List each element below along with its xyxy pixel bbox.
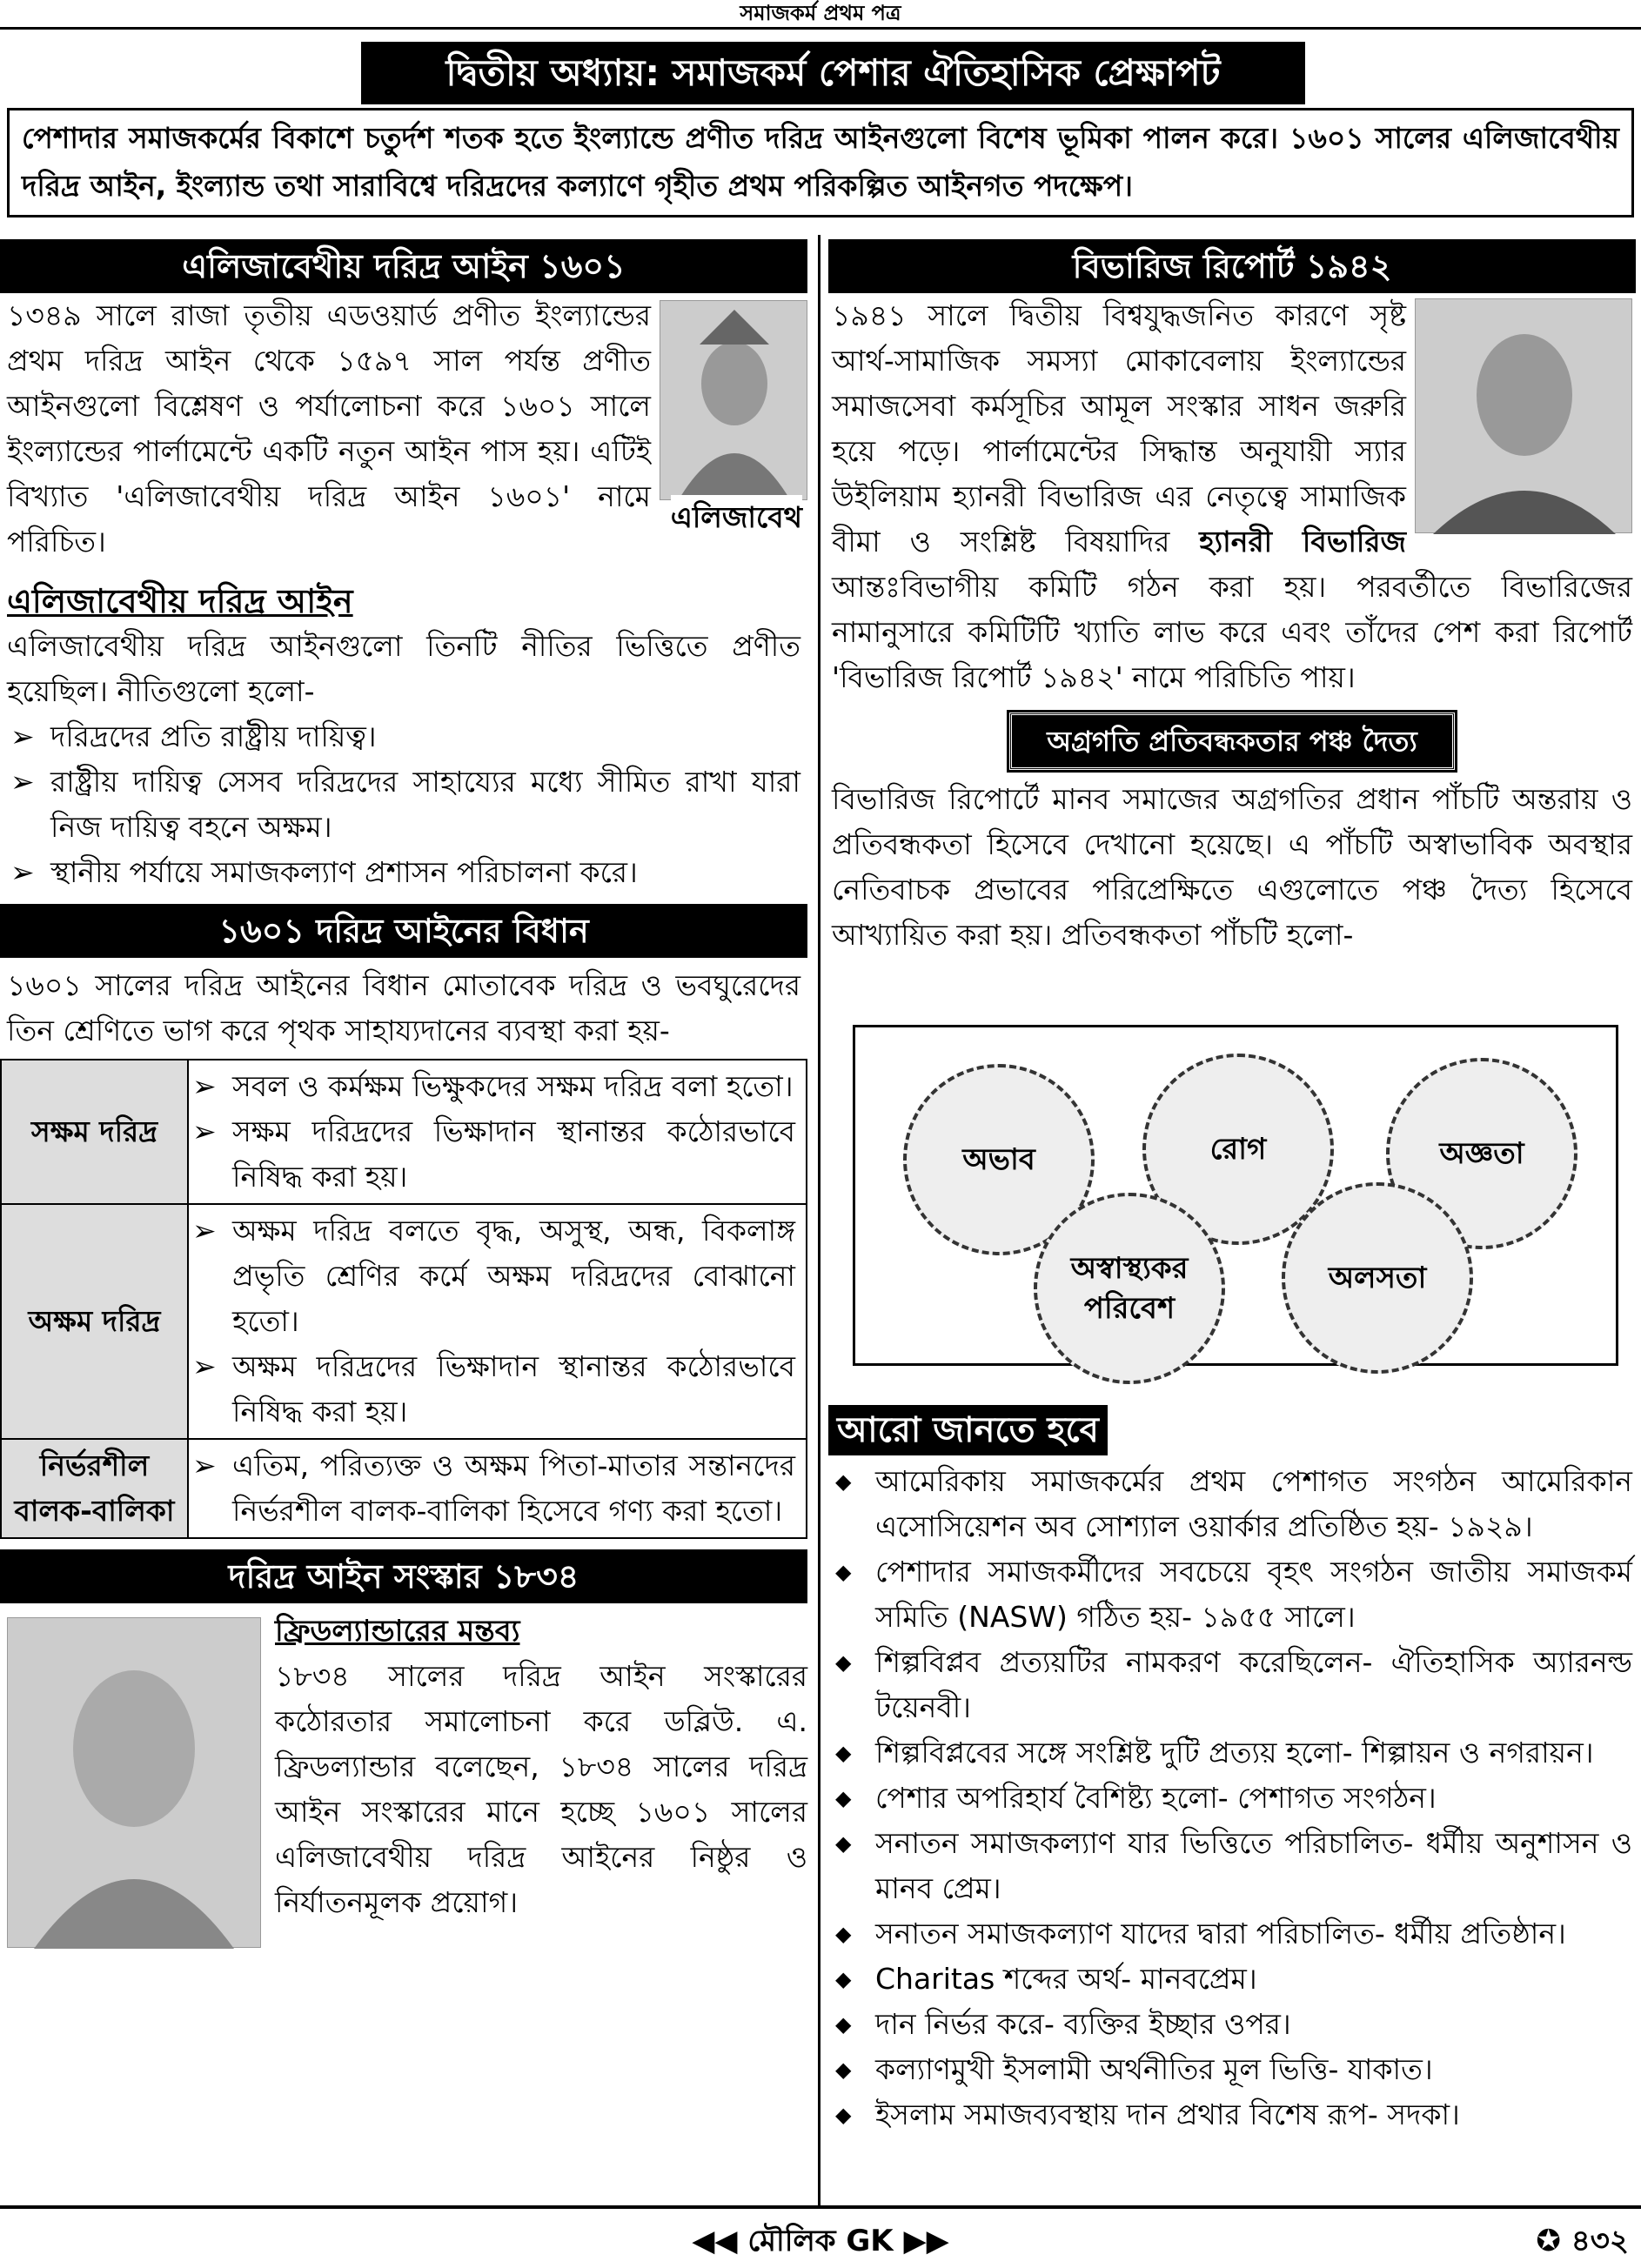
left-column <box>0 239 807 1948</box>
fact-item: ◆ সনাতন সমাজকল্যাণ যাদের দ্বারা পরিচালিত- ধর্মীয় প্রতিষ্ঠান। <box>832 1911 1632 1957</box>
bullet-item: ➢ স্থানীয় পর্যায়ে সমাজকল্যাণ প্রশাসন পরিচালনা করে। <box>7 850 800 895</box>
fact-item: ◆ শিল্পবিপ্লবের সঙ্গে সংশ্লিষ্ট দুটি প্রত্যয় হলো- শিল্পায়ন ও নগরায়ন। <box>832 1730 1632 1776</box>
subheading: ফ্রিডল্যান্ডারের মন্তব্য <box>275 1614 520 1649</box>
poor-categories-table <box>0 1059 807 1539</box>
fact-item: ◆ Charitas শব্দের অর্থ- মানবপ্রেম। <box>832 1957 1632 2002</box>
fact-item: ◆ দান নির্ভর করে- ব্যক্তির ইচ্ছার ওপর। <box>832 2002 1632 2047</box>
paragraph: আন্তঃবিভাগীয় কমিটি গঠন করা হয়। পরবর্তীতে বিভারিজের নামানুসারে কমিটিটি খ্যাতি লাভ করে এবং তাঁদের পেশ করা রিপোর্ট 'বিভারিজ রিপোর্ট ১৯৪২' নামে পরিচিতি পায়। <box>832 570 1632 694</box>
giant-circle: রোগ <box>1142 1054 1334 1245</box>
category-label: নির্ভরশীল বালক-বালিকা <box>1 1439 188 1538</box>
friedlander-portrait <box>7 1617 261 1948</box>
fact-item: ◆ পেশার অপরিহার্য বৈশিষ্ট্য হলো- পেশাগত সংগঠন। <box>832 1776 1632 1821</box>
bullet-item: ➢ দরিদ্রদের প্রতি রাষ্ট্রীয় দায়িত্ব। <box>7 714 800 759</box>
right-column <box>828 239 1636 958</box>
bullet-item: ➢ অক্ষম দরিদ্রদের ভিক্ষাদান স্থানান্তর কঠোরভাবে নিষিদ্ধ করা হয়। <box>189 1344 795 1435</box>
bullet-item: ➢ সক্ষম দরিদ্রদের ভিক্ষাদান স্থানান্তর কঠোরভাবে নিষিদ্ধ করা হয়। <box>189 1109 795 1200</box>
beveridge-portrait <box>1415 298 1632 533</box>
category-label: অক্ষম দরিদ্র <box>1 1204 188 1439</box>
column-divider <box>818 235 820 2205</box>
intro-box: পেশাদার সমাজকর্মের বিকাশে চতুর্দশ শতক হতে ইংল্যান্ডে প্রণীত দরিদ্র আইনগুলো বিশেষ ভূমিকা পালন করে। ১৬০১ সালের এলিজাবেথীয় দরিদ্র আইন, ইংল্যান্ড তথা সারাবিশ্বে দরিদ্রদের কল্যাণে গৃহীত প্রথম পরিকল্পিত আইনগত পদক্ষেপ। <box>7 108 1634 217</box>
footer-rule <box>0 2205 1641 2209</box>
fact-item: ◆ সনাতন সমাজকল্যাণ যার ভিত্তিতে পরিচালিত- ধর্মীয় অনুশাসন ও মানব প্রেম। <box>832 1821 1632 1911</box>
paragraph: এলিজাবেথীয় দরিদ্র আইনগুলো তিনটি নীতির ভিত্তিতে প্রণীত হয়েছিল। নীতিগুলো হলো- <box>7 629 800 708</box>
elizabeth-caption: এলিজাবেথ <box>671 495 802 540</box>
running-header: সমাজকর্ম প্রথম পত্র <box>0 0 1641 30</box>
giants-heading: অগ্রগতি প্রতিবন্ধকতার পঞ্চ দৈত্য <box>1009 713 1454 770</box>
fact-item: ◆ পেশাদার সমাজকর্মীদের সবচেয়ে বৃহৎ সংগঠন জাতীয় সমাজকর্ম সমিতি (NASW) গঠিত হয়- ১৯৫৫ সালে। <box>832 1549 1632 1640</box>
five-giants-diagram <box>853 1025 1618 1366</box>
footer-brand: ◀◀ মৌলিক GK ▶▶ <box>692 2224 949 2258</box>
table-row <box>1 1204 807 1439</box>
fact-item: ◆ ইসলাম সমাজব্যবস্থায় দান প্রথার বিশেষ রূপ- সদকা। <box>832 2092 1632 2138</box>
bullet-item: ➢ রাষ্ট্রীয় দায়িত্ব সেসব দরিদ্রদের সাহায্যের মধ্যে সীমিত রাখা যারা নিজ দায়িত্ব বহনে অক্ষম। <box>7 759 800 850</box>
subheading: এলিজাবেথীয় দরিদ্র আইন <box>7 582 353 620</box>
bullet-item: ➢ সবল ও কর্মক্ষম ভিক্ষুকদের সক্ষম দরিদ্র বলা হতো। <box>189 1064 795 1109</box>
section-heading: দরিদ্র আইন সংস্কার ১৮৩৪ <box>0 1549 807 1603</box>
bullet-item: ➢ এতিম, পরিত্যক্ত ও অক্ষম পিতা-মাতার সন্তানদের নির্ভরশীল বালক-বালিকা হিসেবে গণ্য করা হতো। <box>189 1443 795 1534</box>
bullet-item: ➢ অক্ষম দরিদ্র বলতে বৃদ্ধ, অসুস্থ, অন্ধ, বিকলাঙ্গ প্রভৃতি শ্রেণির কর্মে অক্ষম দরিদ্রদের বোঝানো হতো। <box>189 1208 795 1344</box>
paragraph: ১৯৪১ সালে দ্বিতীয় বিশ্বযুদ্ধজনিত কারণে সৃষ্ট আর্থ-সামাজিক সমস্যা মোকাবেলায় ইংল্যান্ডের সমাজসেবা কর্মসূচির আমূল সংস্কার সাধন জরুরি হয়ে পড়ে। পার্লামেন্টের সিদ্ধান্ত অনুযায়ী স্যার উইলিয়াম হ্যানরী বিভারিজ এর নেতৃত্বে সামাজিক বীমা ও সংশ্লিষ্ট বিষয়াদির <box>832 298 1406 559</box>
page-number: ✪ ৪৩২ <box>1536 2224 1629 2258</box>
paragraph: ১৮৩৪ সালের দরিদ্র আইন সংস্কারের কঠোরতার সমালোচনা করে ডব্লিউ. এ. ফ্রিডল্যান্ডার বলেছেন, ১৮৩৪ সালের দরিদ্র আইন সংস্কারের মানে হচ্ছে ১৬০১ সালের এলিজাবেথীয় দরিদ্র আইনের নিষ্ঠুর ও নির্যাতনমূলক প্রয়োগ। <box>275 1659 807 1919</box>
table-row <box>1 1060 807 1204</box>
giant-circle: অজ্ঞতা <box>1386 1058 1577 1249</box>
beveridge-caption: হ্যানরী বিভারিজ <box>1199 525 1407 559</box>
section-heading: ১৬০১ দরিদ্র আইনের বিধান <box>0 904 807 958</box>
fact-item: ◆ কল্যাণমুখী ইসলামী অর্থনীতির মূল ভিত্তি- যাকাত। <box>832 2047 1632 2092</box>
chapter-title: দ্বিতীয় অধ্যায়: সমাজকর্ম পেশার ঐতিহাসিক প্রেক্ষাপট <box>361 42 1305 104</box>
section-heading: বিভারিজ রিপোর্ট ১৯৪২ <box>828 239 1636 293</box>
more-facts <box>828 1405 1636 2138</box>
table-row <box>1 1439 807 1538</box>
giant-circle: অভাব <box>903 1064 1095 1255</box>
giant-circle: অস্বাস্থ্যকর পরিবেশ <box>1034 1193 1225 1384</box>
fact-item: ◆ আমেরিকায় সমাজকর্মের প্রথম পেশাগত সংগঠন আমেরিকান এসোসিয়েশন অব সোশ্যাল ওয়ার্কার প্রতিষ্ঠিত হয়- ১৯২৯। <box>832 1459 1632 1549</box>
paragraph: বিভারিজ রিপোর্টে মানব সমাজের অগ্রগতির প্রধান পাঁচটি অন্তরায় ও প্রতিবন্ধকতা হিসেবে দেখানো হয়েছে। এ পাঁচটি অস্বাভাবিক অবস্থার নেতিবাচক প্রভাবের পরিপ্রেক্ষিতে এগুলোতে পঞ্চ দৈত্য হিসেবে আখ্যায়িত করা হয়। প্রতিবন্ধকতা পাঁচটি হলো- <box>832 782 1632 952</box>
elizabeth-portrait <box>660 300 807 500</box>
paragraph: ১৬০১ সালের দরিদ্র আইনের বিধান মোতাবেক দরিদ্র ও ভবঘুরেদের তিন শ্রেণিতে ভাগ করে পৃথক সাহায্যদানের ব্যবস্থা করা হয়- <box>7 968 800 1047</box>
category-label: সক্ষম দরিদ্র <box>1 1060 188 1204</box>
section-heading: আরো জানতে হবে <box>828 1405 1108 1455</box>
giant-circle: অলসতা <box>1282 1182 1473 1374</box>
paragraph: ১৩৪৯ সালে রাজা তৃতীয় এডওয়ার্ড প্রণীত ইংল্যান্ডের প্রথম দরিদ্র আইন থেকে ১৫৯৭ সাল পর্যন্ত প্রণীত আইনগুলো বিশ্লেষণ ও পর্যালোচনা করে ১৬০১ সালে ইংল্যান্ডের পার্লামেন্টে একটি নতুন আইন পাস হয়। এটিই বিখ্যাত 'এলিজাবেথীয় দরিদ্র আইন ১৬০১' নামে পরিচিত। <box>7 298 651 559</box>
fact-item: ◆ শিল্পবিপ্লব প্রত্যয়টির নামকরণ করেছিলেন- ঐতিহাসিক অ্যারনল্ড টয়েনবী। <box>832 1640 1632 1730</box>
section-heading: এলিজাবেথীয় দরিদ্র আইন ১৬০১ <box>0 239 807 293</box>
